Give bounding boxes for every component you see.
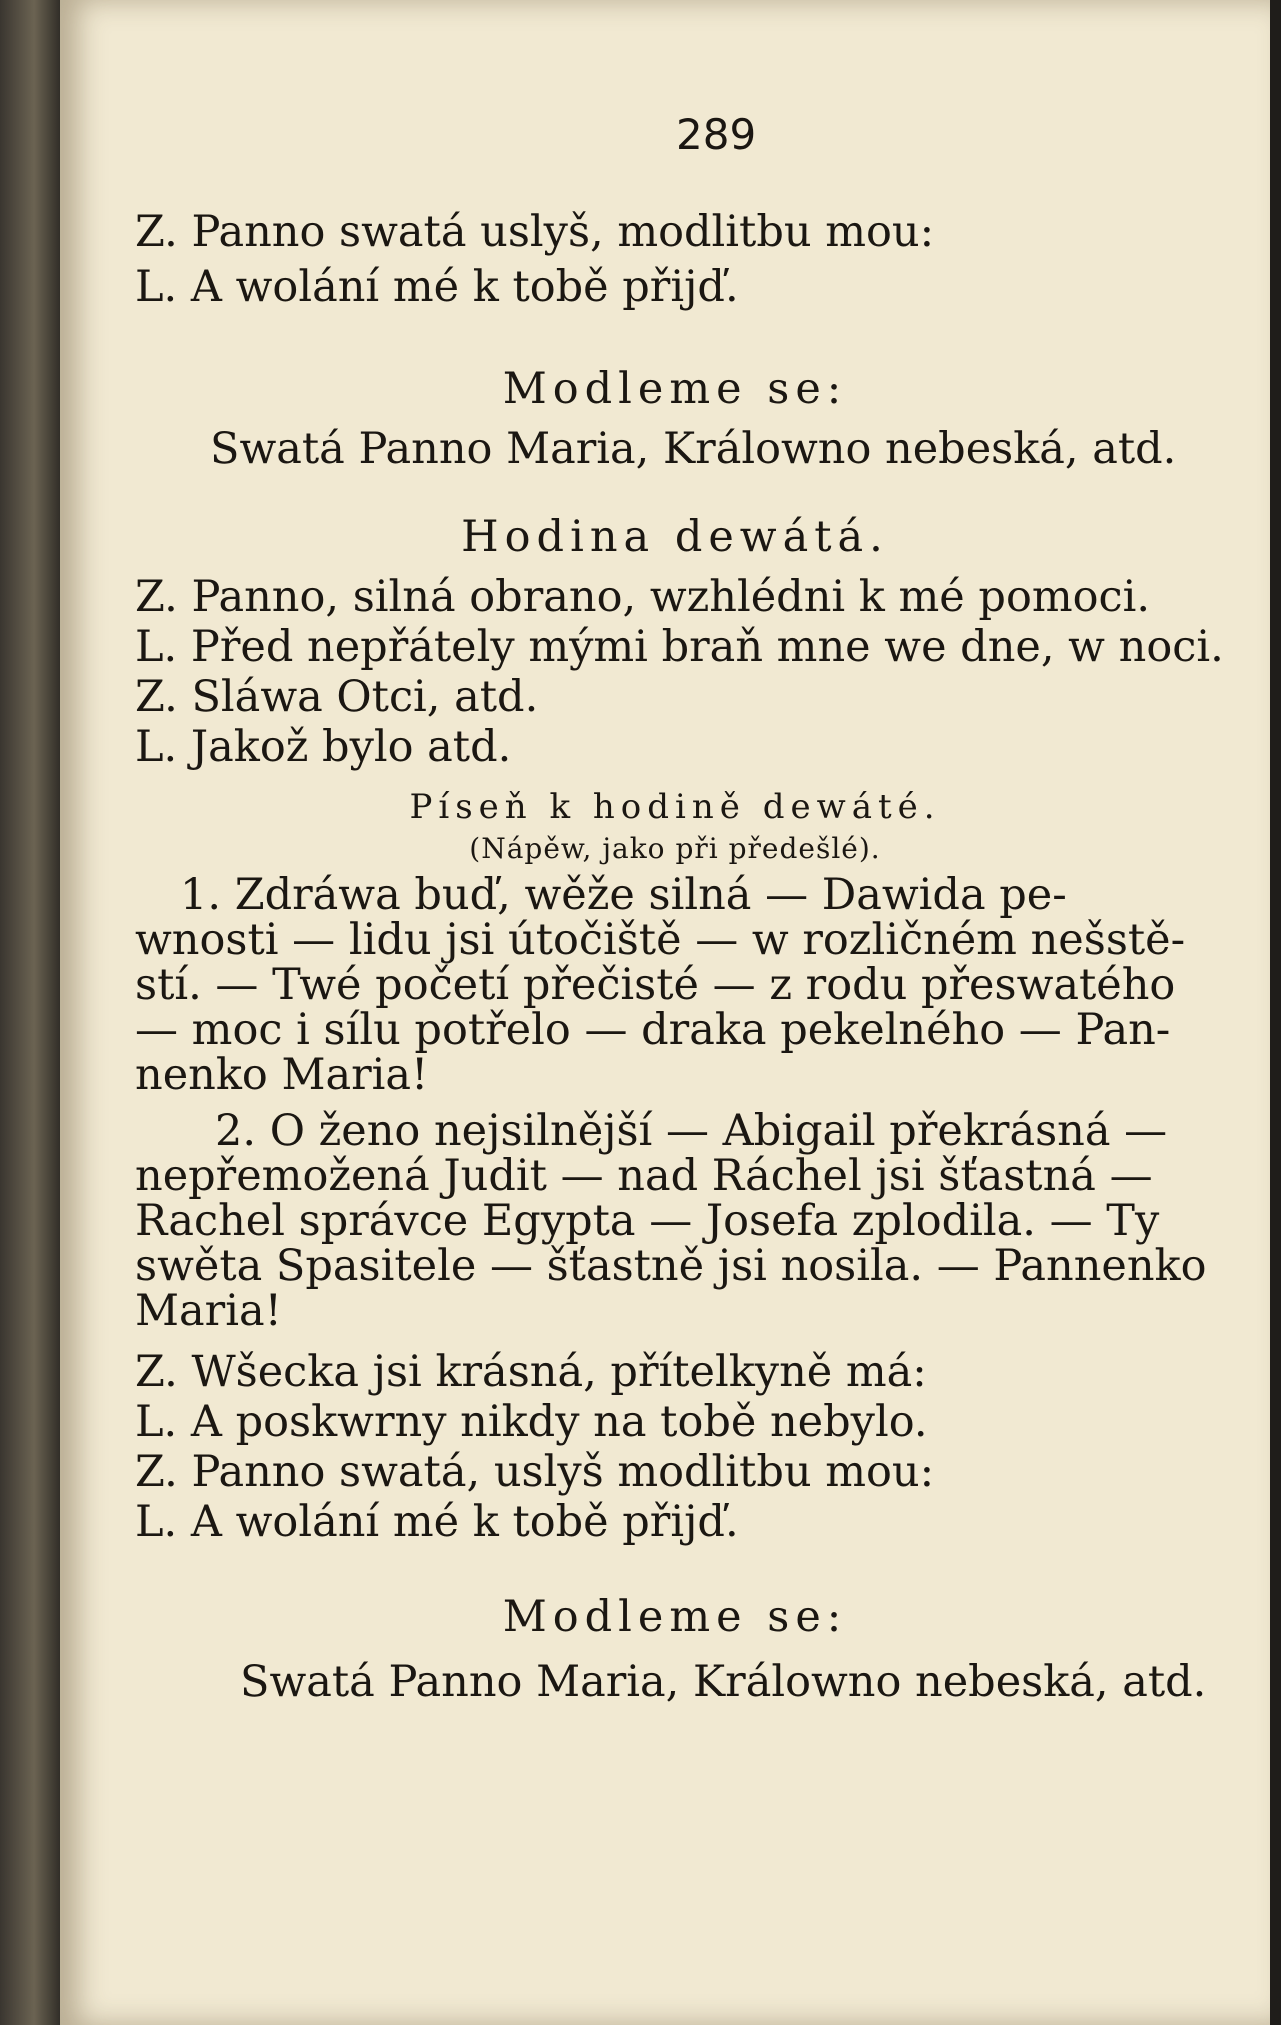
page-number: 289 [676, 110, 757, 159]
stanza-1-line: wnosti — lidu jsi útočiště — w rozličném nešstě- [135, 915, 1186, 965]
response-line [135, 622, 1224, 672]
response-text: A wolání mé k tobě přijď. [190, 1497, 739, 1547]
versicle-text: Wšecka jsi krásná, přítelkyně má: [191, 1347, 927, 1397]
response-mark: L. [135, 262, 178, 312]
response-mark: L. [135, 622, 178, 672]
stanza-2-line: 2. O ženo nejsilnější — Abigail překrásná — [215, 1106, 1168, 1156]
response-mark: L. [135, 722, 178, 772]
versicle-mark: Z. [135, 672, 178, 722]
versicle-line [135, 207, 935, 257]
song-subheading: (Nápěw, jako při předešlé). [469, 832, 881, 865]
response-text: Jakož bylo atd. [190, 722, 512, 772]
versicle-mark: Z. [135, 572, 178, 622]
versicle-mark: Z. [135, 207, 178, 257]
hour-heading: Hodina dewátá. [461, 512, 889, 562]
versicle-text: Panno swatá uslyš, modlitbu mou: [191, 207, 935, 257]
response-text: A poskwrny nikdy na tobě nebylo. [190, 1397, 928, 1447]
book-spine [0, 0, 62, 2025]
prayer-heading: Modleme se: [502, 1592, 848, 1642]
versicle-text: Sláwa Otci, atd. [191, 672, 539, 722]
response-line [135, 1497, 739, 1547]
versicle-text: Panno, silná obrano, wzhlédni k mé pomoci. [191, 572, 1151, 622]
stanza-2-line: nepřemožená Judit — nad Ráchel jsi šťastná — [135, 1151, 1153, 1201]
versicle-mark: Z. [135, 1447, 178, 1497]
response-line [135, 1397, 928, 1447]
versicle-line [135, 572, 1151, 622]
versicle-text: Panno swatá, uslyš modlitbu mou: [191, 1447, 935, 1497]
stanza-2-line: swěta Spasitele — šťastně jsi nosila. — Pannenko [135, 1241, 1207, 1291]
response-line [135, 722, 512, 772]
stanza-1-line: 1. Zdráwa buď, wěže silná — Dawida pe- [180, 870, 1067, 920]
response-text: Před nepřátely mými braň mne we dne, w noci. [190, 622, 1224, 672]
versicle-mark: Z. [135, 1347, 178, 1397]
prayer-heading: Modleme se: [502, 364, 848, 414]
response-mark: L. [135, 1497, 178, 1547]
stanza-1-line: — moc i sílu potřelo — draka pekelného — Pan- [135, 1005, 1171, 1055]
versicle-line [135, 1347, 927, 1397]
response-line [135, 262, 739, 312]
versicle-line [135, 1447, 935, 1497]
stanza-2-line: Maria! [135, 1286, 282, 1336]
song-heading: Píseň k hodině dewáté. [409, 787, 941, 827]
prayer-text: Swatá Panno Maria, Králowno nebeská, atd. [210, 424, 1177, 474]
stanza-1-line: stí. — Twé početí přečisté — z rodu přeswatého [135, 960, 1176, 1010]
stanza-2-line: Rachel správce Egypta — Josefa zplodila. — Ty [135, 1196, 1160, 1246]
prayer-text: Swatá Panno Maria, Králowno nebeská, atd. [240, 1657, 1207, 1707]
versicle-line [135, 672, 539, 722]
response-text: A wolání mé k tobě přijď. [190, 262, 739, 312]
stanza-1-line: nenko Maria! [135, 1050, 429, 1100]
response-mark: L. [135, 1397, 178, 1447]
